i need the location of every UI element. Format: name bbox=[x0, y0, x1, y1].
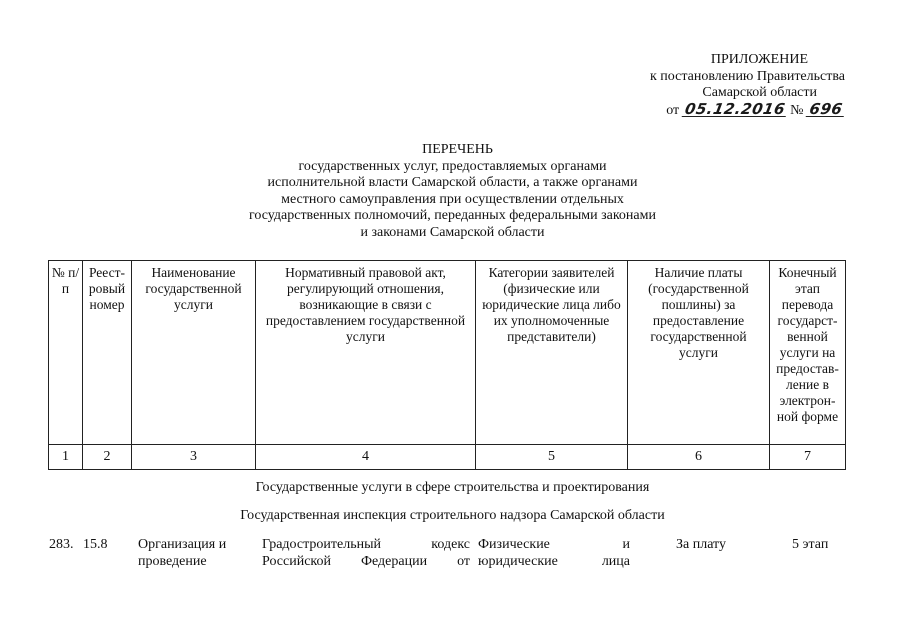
title-line: и законами Самарской области bbox=[360, 224, 545, 240]
header-cell-legal-act: Нормативный правовой акт, регулирующий отношения, возникающие в связи с предоставлением государственной услуги bbox=[256, 261, 476, 445]
handwritten-number: 696 bbox=[806, 102, 847, 117]
appendix-date-line bbox=[650, 99, 845, 120]
legal-act-word: Градостроительный bbox=[262, 537, 381, 552]
title-line: местного самоуправления при осуществлении отдельных bbox=[281, 191, 624, 207]
legal-act-line bbox=[262, 537, 470, 554]
legal-act-word: Федерации bbox=[360, 553, 428, 569]
header-cell-service-name: Наименование государственной услуги bbox=[132, 261, 256, 445]
title-heading: ПЕРЕЧЕНЬ bbox=[422, 142, 493, 157]
services-table bbox=[48, 260, 846, 470]
column-number: 1 bbox=[49, 445, 83, 470]
row-registry-number: 15.8 bbox=[83, 537, 108, 552]
legal-act-word: Российской bbox=[262, 553, 331, 569]
row-applicant-category bbox=[478, 537, 630, 570]
section-sphere-heading: Государственные услуги в сфере строительства и проектирования bbox=[255, 480, 650, 495]
row-fee: За плату bbox=[676, 537, 726, 552]
document-title bbox=[0, 142, 905, 241]
handwritten-date: 05.12.2016 bbox=[683, 99, 787, 118]
row-legal-act bbox=[262, 537, 470, 570]
column-number: 2 bbox=[83, 445, 132, 470]
category-word: Физические bbox=[478, 537, 550, 552]
column-number: 4 bbox=[256, 445, 476, 470]
title-line: государственных полномочий, переданных федеральными законами bbox=[249, 208, 656, 223]
category-line bbox=[478, 554, 630, 571]
column-number: 7 bbox=[770, 445, 846, 470]
table-header-row bbox=[49, 261, 846, 445]
row-final-stage: 5 этап bbox=[792, 537, 829, 552]
legal-act-word: кодекс bbox=[431, 537, 470, 552]
service-name-line: Организация и bbox=[138, 537, 227, 552]
row-number: 283. bbox=[49, 537, 74, 552]
number-prefix: № bbox=[790, 102, 804, 118]
table-column-numbers-row bbox=[49, 445, 846, 470]
section-agency-heading: Государственная инспекция строительного надзора Самарской области bbox=[240, 508, 665, 523]
appendix-title: ПРИЛОЖЕНИЕ bbox=[710, 52, 808, 67]
category-word: юридические bbox=[478, 553, 558, 569]
title-line: государственных услуг, предоставляемых органами bbox=[298, 158, 607, 174]
appendix-block bbox=[650, 52, 845, 119]
title-line: исполнительной власти Самарской области, а также органами bbox=[267, 175, 638, 190]
category-word: лица bbox=[601, 553, 630, 569]
appendix-resolution: к постановлению Правительства bbox=[649, 68, 845, 84]
service-name-line: проведение bbox=[138, 553, 207, 569]
appendix-region: Самарской области bbox=[702, 85, 817, 100]
header-cell-registry: Реест-ровый номер bbox=[83, 261, 132, 445]
header-cell-applicants: Категории заявителей (физические или юридические лица либо их уполномоченные представители) bbox=[476, 261, 628, 445]
legal-act-word: от bbox=[457, 553, 470, 569]
header-cell-fee: Наличие платы (государственной пошлины) за предоставление государственной услуги bbox=[628, 261, 770, 445]
header-cell-final-stage: Конечный этап перевода государст-венной услуги на предостав-ление в электрон-ной форме bbox=[770, 261, 846, 445]
column-number: 3 bbox=[132, 445, 256, 470]
category-word: и bbox=[622, 537, 630, 552]
category-line bbox=[478, 537, 630, 554]
column-number: 6 bbox=[628, 445, 770, 470]
column-number: 5 bbox=[476, 445, 628, 470]
row-service-name bbox=[138, 537, 256, 570]
header-cell-number: № п/п bbox=[49, 261, 83, 445]
date-prefix: от bbox=[666, 102, 680, 118]
legal-act-line bbox=[262, 554, 470, 571]
